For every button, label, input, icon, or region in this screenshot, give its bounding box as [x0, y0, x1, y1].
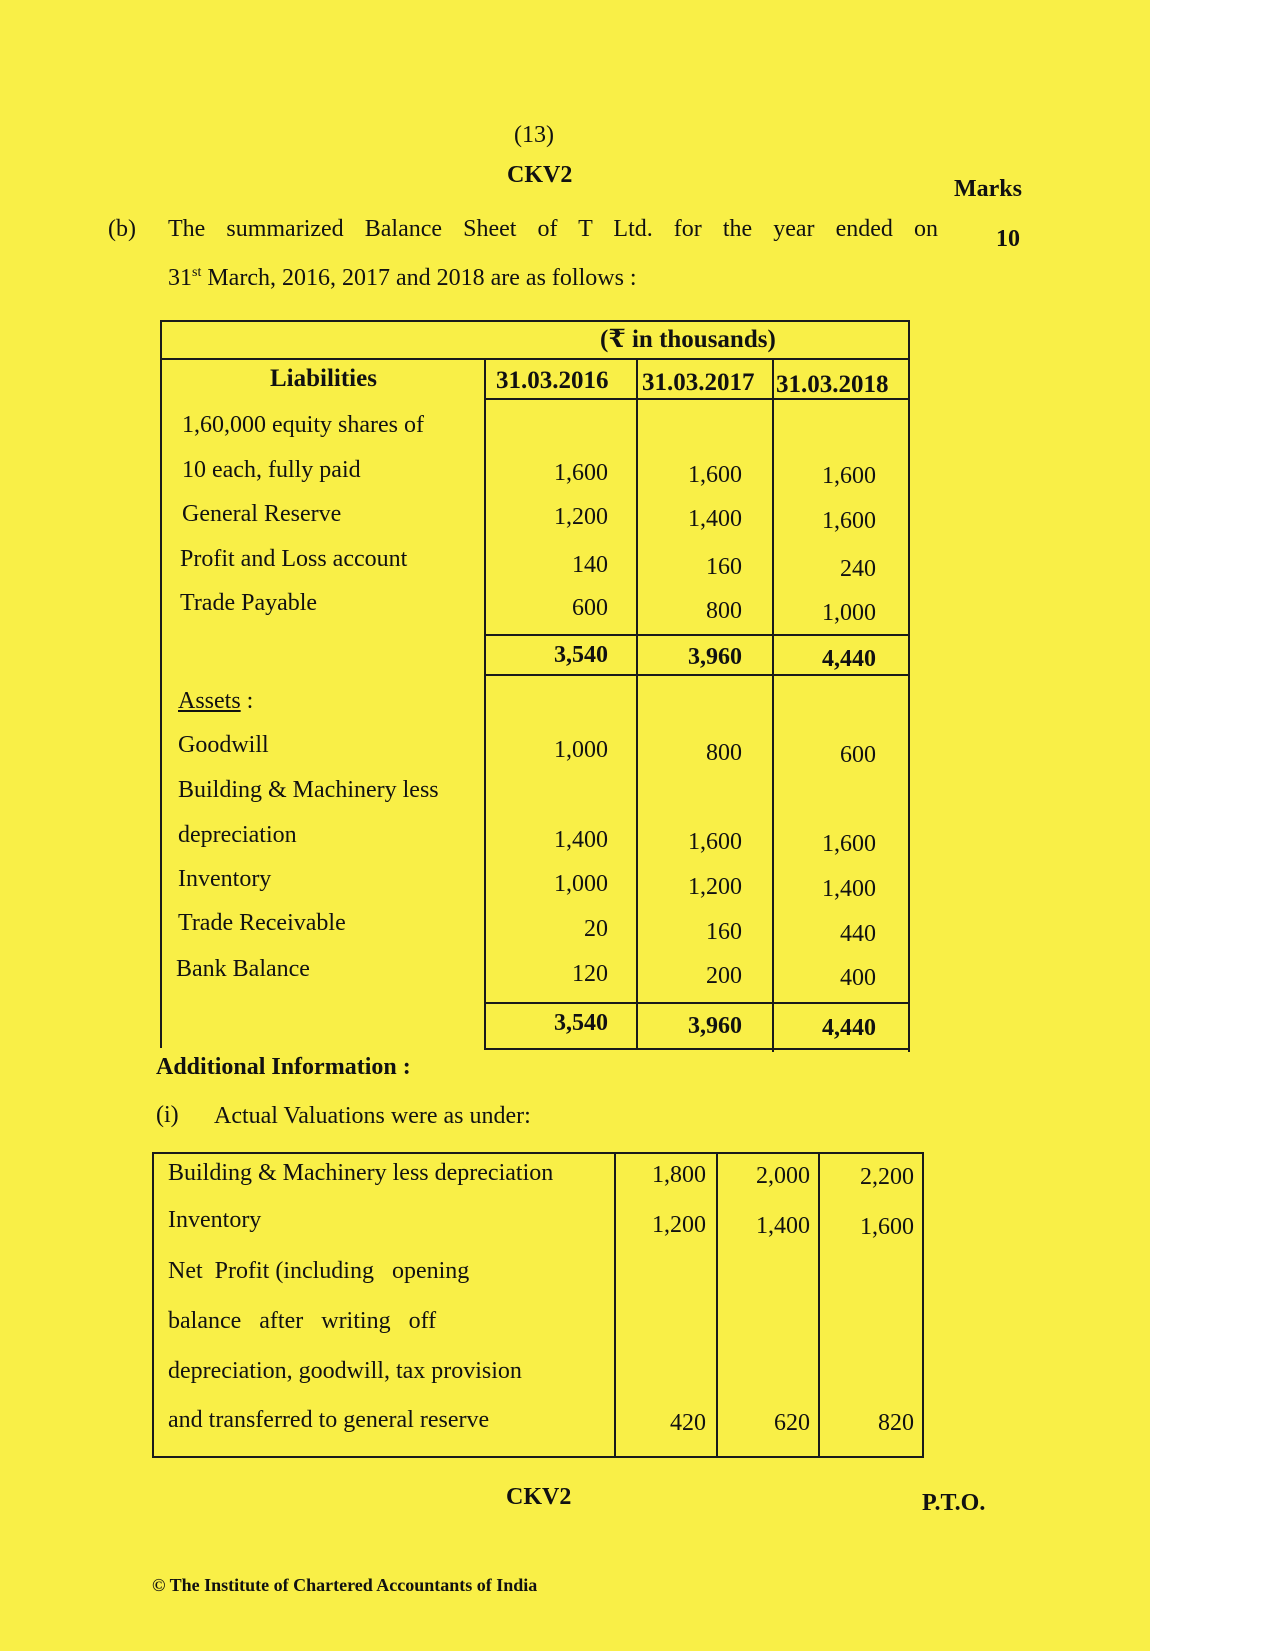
valuation-label-inventory: Inventory	[168, 1207, 262, 1233]
valuation-inventory-2017: 1,400	[756, 1213, 810, 1239]
assets-heading: Assets :	[178, 688, 254, 714]
valuation-building-2016: 1,800	[652, 1162, 706, 1188]
cell-inventory-2016: 1,000	[554, 871, 608, 897]
liability-label-profit-loss: Profit and Loss account	[180, 546, 408, 572]
cell-tp-2016: 600	[572, 595, 608, 621]
question-text-line2: 31st March, 2016, 2017 and 2018 are as follows :	[168, 265, 637, 291]
cell-reserve-2017: 1,400	[688, 506, 742, 532]
liability-label-equity-2: 10 each, fully paid	[182, 457, 361, 483]
liability-label-general-reserve: General Reserve	[182, 501, 342, 527]
question-text-line1: The summarized Balance Sheet of T Ltd. for the year ended on	[168, 216, 938, 242]
paper-code: CKV2	[507, 162, 573, 188]
cell-bank-2017: 200	[706, 963, 742, 989]
cell-pl-2016: 140	[572, 552, 608, 578]
valuation-building-2018: 2,200	[860, 1164, 914, 1190]
asset-label-building-2: depreciation	[178, 822, 297, 848]
col-header-2017: 31.03.2017	[642, 369, 755, 396]
marks-label: Marks	[954, 176, 1022, 202]
valuation-label-net-profit-4: and transferred to general reserve	[168, 1407, 490, 1433]
asset-label-bank-balance: Bank Balance	[176, 956, 310, 982]
cell-receivable-2016: 20	[584, 916, 608, 942]
additional-info-heading: Additional Information :	[156, 1054, 411, 1080]
valuation-label-building: Building & Machinery less depreciation	[168, 1160, 554, 1186]
cell-building-2016: 1,400	[554, 827, 608, 853]
assets-total-2018: 4,440	[822, 1015, 876, 1041]
valuation-profit-2018: 820	[878, 1410, 914, 1436]
cell-equity-2018: 1,600	[822, 463, 876, 489]
cell-goodwill-2018: 600	[840, 742, 876, 768]
cell-building-2017: 1,600	[688, 829, 742, 855]
question-marks: 10	[996, 226, 1020, 252]
cell-equity-2017: 1,600	[688, 462, 742, 488]
liability-label-equity: 1,60,000 equity shares of	[182, 412, 424, 438]
page-number: (13)	[514, 122, 554, 148]
copyright: © The Institute of Chartered Accountants of India	[152, 1575, 538, 1595]
cell-equity-2016: 1,600	[554, 460, 608, 486]
valuation-profit-2016: 420	[670, 1410, 706, 1436]
valuation-inventory-2016: 1,200	[652, 1212, 706, 1238]
liability-label-trade-payable: Trade Payable	[180, 590, 318, 616]
additional-item-text: Actual Valuations were as under:	[214, 1103, 531, 1129]
col-header-2018: 31.03.2018	[776, 371, 889, 398]
cell-tp-2018: 1,000	[822, 600, 876, 626]
asset-label-goodwill: Goodwill	[178, 732, 269, 758]
cell-goodwill-2016: 1,000	[554, 737, 608, 763]
liabilities-total-2016: 3,540	[554, 642, 608, 668]
additional-item-label: (i)	[156, 1102, 179, 1128]
cell-inventory-2018: 1,400	[822, 876, 876, 902]
valuation-label-net-profit-3: depreciation, goodwill, tax provision	[168, 1358, 522, 1384]
question-label: (b)	[108, 216, 136, 242]
cell-reserve-2016: 1,200	[554, 504, 608, 530]
cell-pl-2018: 240	[840, 556, 876, 582]
cell-tp-2017: 800	[706, 598, 742, 624]
pto-label: P.T.O.	[922, 1490, 986, 1516]
cell-goodwill-2017: 800	[706, 740, 742, 766]
cell-receivable-2017: 160	[706, 919, 742, 945]
cell-inventory-2017: 1,200	[688, 874, 742, 900]
col-header-liabilities: Liabilities	[270, 365, 377, 392]
cell-receivable-2018: 440	[840, 921, 876, 947]
unit-header: (₹ in thousands)	[600, 326, 776, 353]
liabilities-total-2017: 3,960	[688, 644, 742, 670]
col-header-2016: 31.03.2016	[496, 367, 609, 394]
liabilities-total-2018: 4,440	[822, 646, 876, 672]
asset-label-trade-receivable: Trade Receivable	[178, 910, 346, 936]
assets-total-2016: 3,540	[554, 1010, 608, 1036]
cell-bank-2018: 400	[840, 965, 876, 991]
cell-pl-2017: 160	[706, 554, 742, 580]
asset-label-building: Building & Machinery less	[178, 777, 439, 803]
valuation-label-net-profit-2: balance after writing off	[168, 1308, 437, 1334]
assets-total-2017: 3,960	[688, 1013, 742, 1039]
valuation-profit-2017: 620	[774, 1410, 810, 1436]
asset-label-inventory: Inventory	[178, 866, 272, 892]
cell-building-2018: 1,600	[822, 831, 876, 857]
cell-reserve-2018: 1,600	[822, 508, 876, 534]
cell-bank-2016: 120	[572, 961, 608, 987]
valuation-label-net-profit-1: Net Profit (including opening	[168, 1258, 470, 1284]
valuation-inventory-2018: 1,600	[860, 1214, 914, 1240]
valuation-building-2017: 2,000	[756, 1163, 810, 1189]
footer-code: CKV2	[506, 1484, 572, 1510]
